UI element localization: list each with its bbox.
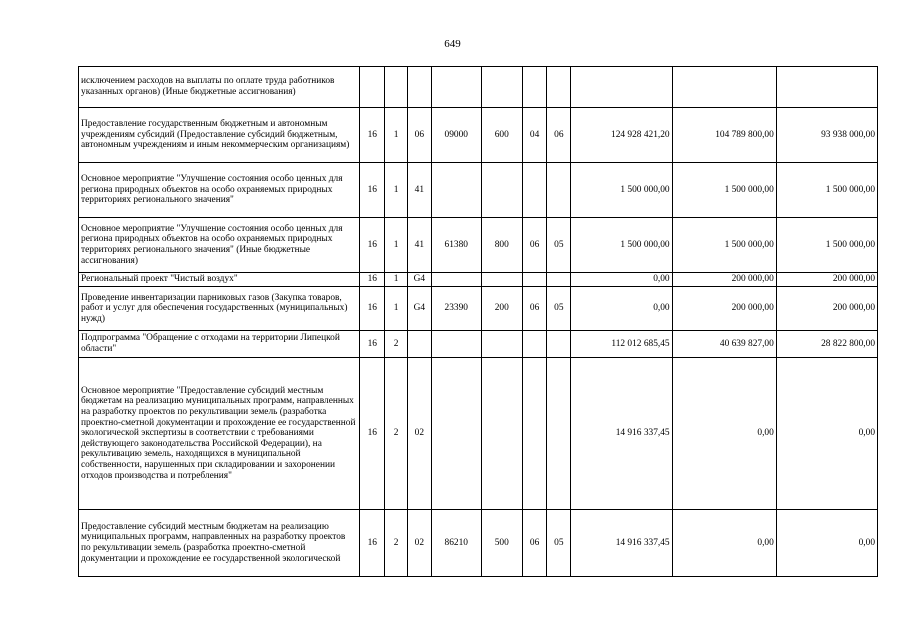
code-activity: G4 (407, 287, 431, 331)
code-subsection (547, 163, 571, 218)
amount-year-3: 1 500 000,00 (776, 218, 877, 273)
code-section: 04 (522, 108, 546, 163)
amount-year-3: 93 938 000,00 (776, 108, 877, 163)
amount-year-3: 28 822 800,00 (776, 331, 877, 358)
code-program: 1 (385, 108, 407, 163)
code-direction (431, 163, 481, 218)
code-expense-type (481, 163, 522, 218)
amount-year-2: 40 639 827,00 (672, 331, 776, 358)
amount-year-2 (672, 67, 776, 108)
code-direction: 86210 (431, 510, 481, 577)
row-name: Основное мероприятие "Улучшение состояния особо ценных для региона природных объектов на особо охраняемых природных территориях регионального значения" (79, 163, 360, 218)
code-direction: 09000 (431, 108, 481, 163)
amount-year-1: 112 012 685,45 (571, 331, 672, 358)
code-expense-type: 600 (481, 108, 522, 163)
code-expense-type (481, 331, 522, 358)
table-row (79, 287, 878, 331)
code-expense-type (481, 67, 522, 108)
amount-year-2: 1 500 000,00 (672, 163, 776, 218)
table-row (79, 510, 878, 577)
code-subsection: 05 (547, 510, 571, 577)
code-ministry: 16 (360, 510, 385, 577)
code-section (522, 163, 546, 218)
code-subsection (547, 358, 571, 510)
table-row (79, 273, 878, 287)
row-name: Основное мероприятие "Улучшение состояния особо ценных для региона природных объектов на особо охраняемых природных территориях регионального значения" (Иные бюджетные ассигнования) (79, 218, 360, 273)
code-ministry (360, 67, 385, 108)
row-name: исключением расходов на выплаты по оплате труда работников указанных органов) (Иные бюджетные ассигнования) (79, 67, 360, 108)
code-direction (431, 67, 481, 108)
table-row (79, 163, 878, 218)
page-number: 649 (444, 38, 461, 50)
code-subsection (547, 67, 571, 108)
amount-year-1: 14 916 337,45 (571, 358, 672, 510)
amount-year-3: 200 000,00 (776, 287, 877, 331)
code-activity: 41 (407, 163, 431, 218)
row-name: Региональный проект "Чистый воздух" (79, 273, 360, 287)
code-subsection (547, 273, 571, 287)
code-section (522, 358, 546, 510)
budget-table (78, 66, 878, 577)
code-section (522, 331, 546, 358)
code-program (385, 67, 407, 108)
amount-year-1: 0,00 (571, 273, 672, 287)
code-direction (431, 273, 481, 287)
amount-year-3: 0,00 (776, 510, 877, 577)
row-name: Предоставление субсидий местным бюджетам на реализацию муниципальных программ, направленных на разработку проектов по рекультивации земель (разработка проектно-сметной документации и прохождение ее государственной экологической (79, 510, 360, 577)
code-activity: 41 (407, 218, 431, 273)
code-ministry: 16 (360, 287, 385, 331)
amount-year-1: 14 916 337,45 (571, 510, 672, 577)
amount-year-2: 0,00 (672, 510, 776, 577)
code-expense-type: 200 (481, 287, 522, 331)
amount-year-2: 104 789 800,00 (672, 108, 776, 163)
code-program: 2 (385, 331, 407, 358)
amount-year-2: 0,00 (672, 358, 776, 510)
amount-year-1: 1 500 000,00 (571, 218, 672, 273)
table-row (79, 67, 878, 108)
code-section: 06 (522, 510, 546, 577)
code-ministry: 16 (360, 273, 385, 287)
code-direction: 61380 (431, 218, 481, 273)
amount-year-3: 1 500 000,00 (776, 163, 877, 218)
code-direction (431, 358, 481, 510)
amount-year-2: 200 000,00 (672, 287, 776, 331)
amount-year-1 (571, 67, 672, 108)
code-ministry: 16 (360, 108, 385, 163)
table-row (79, 358, 878, 510)
code-subsection: 05 (547, 218, 571, 273)
code-activity (407, 331, 431, 358)
table-row (79, 108, 878, 163)
code-subsection: 06 (547, 108, 571, 163)
amount-year-1: 124 928 421,20 (571, 108, 672, 163)
code-activity: 06 (407, 108, 431, 163)
code-section: 06 (522, 218, 546, 273)
row-name: Подпрограмма "Обращение с отходами на территории Липецкой области" (79, 331, 360, 358)
row-name: Предоставление государственным бюджетным и автономным учреждениям субсидий (Предоставление субсидий бюджетным, автономным учреждениям и иным некоммерческим организациям) (79, 108, 360, 163)
code-section: 06 (522, 287, 546, 331)
amount-year-1: 1 500 000,00 (571, 163, 672, 218)
amount-year-2: 1 500 000,00 (672, 218, 776, 273)
code-direction: 23390 (431, 287, 481, 331)
code-subsection: 05 (547, 287, 571, 331)
code-direction (431, 331, 481, 358)
amount-year-2: 200 000,00 (672, 273, 776, 287)
code-expense-type: 500 (481, 510, 522, 577)
code-program: 1 (385, 163, 407, 218)
code-program: 1 (385, 218, 407, 273)
amount-year-3: 0,00 (776, 358, 877, 510)
row-name: Основное мероприятие "Предоставление субсидий местным бюджетам на реализацию муниципальных программ, направленных на разработку проектов по рекультивации земель (разработка проектно-сметной документации и прохождение ее государственной экологической экспертизы в соответствии с требованиями действующего законодательства Российской Федерации), на рекультивацию земель, находящихся в муниципальной собственности, нарушенных при складировании и захоронении отходов производства и потребления" (79, 358, 360, 510)
code-ministry: 16 (360, 358, 385, 510)
amount-year-3: 200 000,00 (776, 273, 877, 287)
code-section (522, 273, 546, 287)
code-activity: G4 (407, 273, 431, 287)
code-ministry: 16 (360, 331, 385, 358)
code-expense-type (481, 358, 522, 510)
code-program: 1 (385, 273, 407, 287)
table-row (79, 331, 878, 358)
table-row (79, 218, 878, 273)
code-activity: 02 (407, 510, 431, 577)
code-ministry: 16 (360, 218, 385, 273)
amount-year-3 (776, 67, 877, 108)
code-program: 2 (385, 510, 407, 577)
code-program: 1 (385, 287, 407, 331)
amount-year-1: 0,00 (571, 287, 672, 331)
code-section (522, 67, 546, 108)
row-name: Проведение инвентаризации парниковых газов (Закупка товаров, работ и услуг для обеспечения государственных (муниципальных) нужд) (79, 287, 360, 331)
code-program: 2 (385, 358, 407, 510)
code-expense-type (481, 273, 522, 287)
code-ministry: 16 (360, 163, 385, 218)
code-subsection (547, 331, 571, 358)
code-activity: 02 (407, 358, 431, 510)
code-activity (407, 67, 431, 108)
code-expense-type: 800 (481, 218, 522, 273)
